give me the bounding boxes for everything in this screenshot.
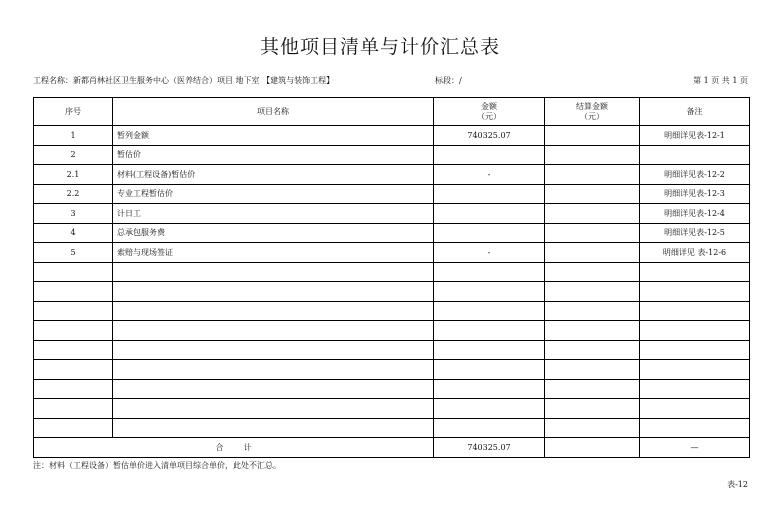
row-no: 4 bbox=[34, 223, 113, 243]
row-remark: 明细详见表-12-5 bbox=[640, 223, 750, 243]
empty-cell bbox=[545, 321, 640, 341]
empty-cell bbox=[34, 418, 113, 438]
row-amount bbox=[434, 204, 545, 224]
empty-row bbox=[34, 418, 750, 438]
empty-row bbox=[34, 399, 750, 419]
empty-cell bbox=[434, 321, 545, 341]
empty-cell bbox=[640, 282, 750, 302]
row-name: 材料(工程设备)暂估价 bbox=[113, 165, 434, 185]
row-amount bbox=[434, 184, 545, 204]
empty-cell bbox=[640, 399, 750, 419]
row-remark: 明细详见表-12-3 bbox=[640, 184, 750, 204]
empty-row bbox=[34, 379, 750, 399]
row-amount bbox=[434, 145, 545, 165]
col-name-header: 项目名称 bbox=[113, 98, 434, 126]
empty-cell bbox=[34, 360, 113, 380]
empty-cell bbox=[34, 340, 113, 360]
row-no: 1 bbox=[34, 126, 113, 146]
row-remark bbox=[640, 145, 750, 165]
empty-cell bbox=[545, 418, 640, 438]
table-header-row bbox=[34, 98, 750, 126]
empty-cell bbox=[34, 301, 113, 321]
empty-cell bbox=[640, 418, 750, 438]
total-row bbox=[34, 438, 750, 458]
empty-row bbox=[34, 321, 750, 341]
empty-cell bbox=[434, 360, 545, 380]
row-name: 索赔与现场签证 bbox=[113, 243, 434, 263]
empty-cell bbox=[113, 321, 434, 341]
empty-cell bbox=[113, 301, 434, 321]
amount-header-line1: 金额 bbox=[481, 101, 497, 111]
empty-cell bbox=[113, 262, 434, 282]
total-amount: 740325.07 bbox=[434, 438, 545, 458]
form-number: 表-12 bbox=[727, 480, 748, 489]
empty-cell bbox=[434, 379, 545, 399]
empty-cell bbox=[545, 282, 640, 302]
empty-cell bbox=[113, 340, 434, 360]
row-no: 2 bbox=[34, 145, 113, 165]
row-amount: - bbox=[434, 165, 545, 185]
settle-header-line1: 结算金额 bbox=[576, 101, 608, 111]
empty-cell bbox=[545, 399, 640, 419]
row-amount: 740325.07 bbox=[434, 126, 545, 146]
table-row bbox=[34, 145, 750, 165]
empty-cell bbox=[640, 360, 750, 380]
empty-cell bbox=[640, 379, 750, 399]
col-amount-header bbox=[434, 98, 545, 126]
row-no: 2.2 bbox=[34, 184, 113, 204]
row-name: 专业工程暂估价 bbox=[113, 184, 434, 204]
empty-cell bbox=[640, 321, 750, 341]
empty-cell bbox=[434, 340, 545, 360]
empty-cell bbox=[640, 262, 750, 282]
row-remark: 明细详见表-12-4 bbox=[640, 204, 750, 224]
empty-cell bbox=[113, 418, 434, 438]
empty-cell bbox=[545, 262, 640, 282]
empty-cell bbox=[545, 379, 640, 399]
row-settle bbox=[545, 204, 640, 224]
row-name: 暂列金额 bbox=[113, 126, 434, 146]
empty-cell bbox=[640, 301, 750, 321]
table-row bbox=[34, 184, 750, 204]
row-amount bbox=[434, 223, 545, 243]
row-no: 5 bbox=[34, 243, 113, 263]
row-no: 3 bbox=[34, 204, 113, 224]
empty-cell bbox=[113, 282, 434, 302]
table-row bbox=[34, 126, 750, 146]
page-number: 第 1 页 共 1 页 bbox=[693, 76, 748, 85]
empty-cell bbox=[545, 340, 640, 360]
row-amount: - bbox=[434, 243, 545, 263]
table-row bbox=[34, 243, 750, 263]
project-name: 工程名称：新都肖林社区卫生服务中心（医养结合）项目 地下室 【建筑与装饰工程】 bbox=[33, 76, 335, 85]
row-remark: 明细详见表-12-1 bbox=[640, 126, 750, 146]
empty-cell bbox=[34, 262, 113, 282]
row-settle bbox=[545, 145, 640, 165]
empty-cell bbox=[34, 321, 113, 341]
row-no: 2.1 bbox=[34, 165, 113, 185]
row-name: 计日工 bbox=[113, 204, 434, 224]
footnote: 注：材料（工程设备）暂估单价进入清单项目综合单价，此处不汇总。 bbox=[33, 461, 281, 470]
empty-row bbox=[34, 262, 750, 282]
section-label: 标段：/ bbox=[435, 76, 462, 85]
amount-header-line2: （元） bbox=[477, 111, 501, 121]
empty-cell bbox=[434, 418, 545, 438]
col-remark-header: 备注 bbox=[640, 98, 750, 126]
empty-cell bbox=[113, 379, 434, 399]
empty-cell bbox=[34, 379, 113, 399]
empty-cell bbox=[34, 282, 113, 302]
empty-cell bbox=[640, 340, 750, 360]
table-row bbox=[34, 204, 750, 224]
empty-row bbox=[34, 301, 750, 321]
empty-row bbox=[34, 340, 750, 360]
row-remark: 明细详见表-12-2 bbox=[640, 165, 750, 185]
empty-cell bbox=[434, 399, 545, 419]
row-settle bbox=[545, 184, 640, 204]
page-title: 其他项目清单与计价汇总表 bbox=[259, 36, 500, 58]
empty-row bbox=[34, 360, 750, 380]
row-settle bbox=[545, 243, 640, 263]
table-row bbox=[34, 165, 750, 185]
empty-cell bbox=[34, 399, 113, 419]
total-label: 合 计 bbox=[34, 438, 434, 458]
empty-row bbox=[34, 282, 750, 302]
row-remark: 明细详见 表-12-6 bbox=[640, 243, 750, 263]
row-settle bbox=[545, 165, 640, 185]
row-name: 暂估价 bbox=[113, 145, 434, 165]
row-settle bbox=[545, 126, 640, 146]
empty-cell bbox=[113, 399, 434, 419]
empty-cell bbox=[434, 301, 545, 321]
empty-cell bbox=[545, 301, 640, 321]
row-settle bbox=[545, 223, 640, 243]
row-name: 总承包服务费 bbox=[113, 223, 434, 243]
col-settle-header bbox=[545, 98, 640, 126]
empty-cell bbox=[113, 360, 434, 380]
total-settle bbox=[545, 438, 640, 458]
table-row bbox=[34, 223, 750, 243]
empty-cell bbox=[434, 282, 545, 302]
empty-cell bbox=[545, 360, 640, 380]
settle-header-line2: （元） bbox=[580, 111, 604, 121]
total-remark: — bbox=[640, 438, 750, 458]
summary-table bbox=[33, 97, 750, 458]
col-no-header: 序号 bbox=[34, 98, 113, 126]
empty-cell bbox=[434, 262, 545, 282]
header-info bbox=[33, 75, 748, 87]
